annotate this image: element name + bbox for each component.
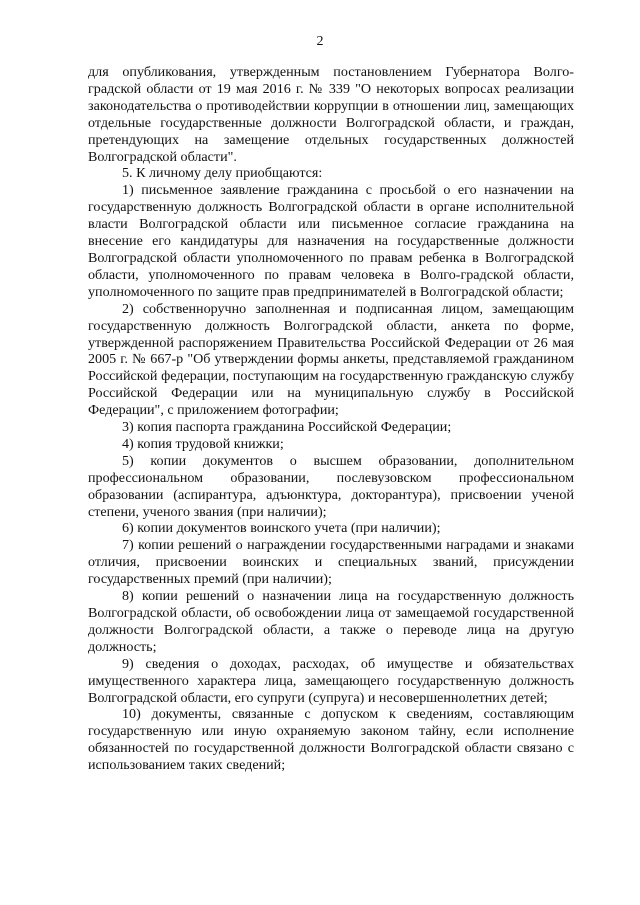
paragraph-item-9: 9) сведения о доходах, расходах, об имуществе и обязательствах имущественного характера лица, замещающего государственную должность Волгоградской области, его супруги (супруга) и несовершеннолетних детей; bbox=[88, 655, 574, 706]
paragraph-item-2: 2) собственноручно заполненная и подписанная лицом, замещающим государственную должность Волгоградской области, анкета по форме, утвержденной распоряжением Правительства Российской Федерации от 26 мая 2005 г. № 667-р "Об утверждении формы анкеты, представляемой гражданином Российской федерации, поступающим на государственную гражданскую службу Российской Федерации или на муниципальную службу в Российской Федерации", с приложением фотографии; bbox=[88, 300, 574, 419]
paragraph-item-8: 8) копии решений о назначении лица на государственную должность Волгоградской области, об освобождении лица от замещаемой государственной должности Волгоградской области, а также о переводе лица на другую должность; bbox=[88, 588, 574, 655]
paragraph-item-7: 7) копии решений о награждении государственными наградами и знаками отличия, присвоении воинских и специальных званий, присуждении государственных премий (при наличии); bbox=[88, 537, 574, 588]
document-body bbox=[88, 64, 574, 774]
paragraph-item-3: 3) копия паспорта гражданина Российской Федерации; bbox=[122, 419, 452, 436]
paragraph-continuation: для опубликования, утвержденным постановлением Губернатора Волго-градской области от 19 мая 2016 г. № 339 "О некоторых вопросах реализации законодательства о противодействии коррупции в отношении лиц, замещающих отдельные государственные должности Волгоградской области, и граждан, претендующих на замещение отдельных государственных должностей Волгоградской области". bbox=[88, 64, 574, 165]
paragraph-section-5-heading: 5. К личному делу приобщаются: bbox=[122, 165, 323, 182]
paragraph-item-1: 1) письменное заявление гражданина с просьбой о его назначении на государственную должность Волгоградской области в органе исполнительной власти Волгоградской области или письменное согласие гражданина на внесение его кандидатуры для назначения на государственные должности Волгоградской области уполномоченного по правам ребенка в Волгоградской области, уполномоченного по правам человека в Волго-градской области, уполномоченного по защите прав предпринимателей в Волгоградской области; bbox=[88, 182, 574, 300]
paragraph-item-4: 4) копия трудовой книжки; bbox=[122, 435, 284, 452]
paragraph-item-6: 6) копии документов воинского учета (при наличии); bbox=[122, 520, 441, 537]
page-number: 2 bbox=[316, 34, 324, 49]
paragraph-item-5: 5) копии документов о высшем образовании, дополнительном профессиональном образовании, послевузовском профессиональном образовании (аспирантура, адъюнктура, докторантура), присвоении ученой степени, ученого звания (при наличии); bbox=[88, 452, 574, 520]
paragraph-item-10: 10) документы, связанные с допуском к сведениям, составляющим государственную или иную охраняемую законом тайну, если исполнение обязанностей по государственной должности Волгоградской области связано с использованием таких сведений; bbox=[88, 706, 574, 774]
